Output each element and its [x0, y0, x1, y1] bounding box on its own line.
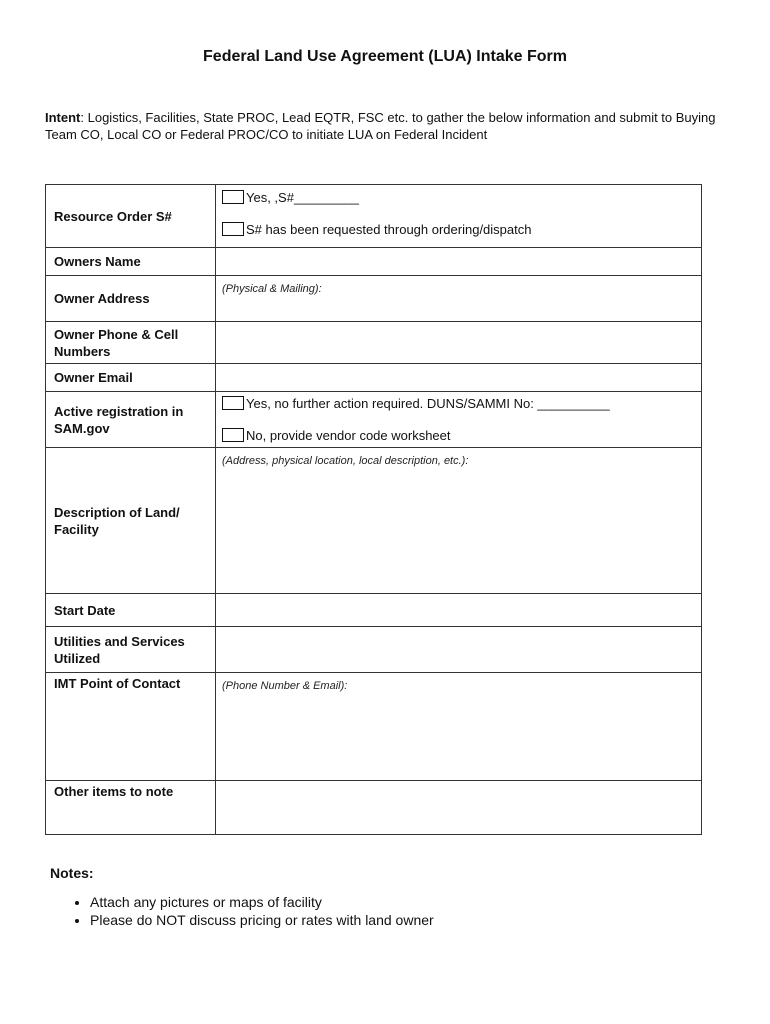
- resource-order-requested-label: S# has been requested through ordering/dispatch: [246, 221, 532, 237]
- owners-name-label: Owners Name: [46, 248, 216, 276]
- resource-order-label: Resource Order S#: [46, 185, 216, 248]
- description-label: Description of Land/ Facility: [46, 448, 216, 594]
- start-date-label: Start Date: [46, 594, 216, 627]
- intake-form-table: [45, 184, 702, 835]
- page-title: Federal Land Use Agreement (LUA) Intake Form: [203, 48, 567, 65]
- owner-address-label: Owner Address: [46, 276, 216, 322]
- resource-order-yes-label: Yes, ,S#_________: [246, 189, 360, 205]
- sam-no-option[interactable]: [222, 426, 693, 444]
- note-item: • Attach any pictures or maps of facility: [90, 893, 434, 911]
- other-items-label: Other items to note: [46, 781, 216, 835]
- resource-order-yes-checkbox[interactable]: [222, 190, 244, 204]
- resource-order-options: [216, 185, 702, 248]
- row-start-date: [46, 594, 702, 627]
- resource-order-requested-option[interactable]: [222, 220, 693, 238]
- row-utilities: [46, 627, 702, 673]
- notes-list: [50, 893, 434, 929]
- imt-contact-field[interactable]: [216, 673, 702, 781]
- row-description: [46, 448, 702, 594]
- sam-no-checkbox[interactable]: [222, 428, 244, 442]
- sam-yes-checkbox[interactable]: [222, 396, 244, 410]
- start-date-field[interactable]: [216, 594, 702, 627]
- sam-yes-option[interactable]: [222, 394, 693, 412]
- row-owner-email: [46, 364, 702, 392]
- description-field[interactable]: [216, 448, 702, 594]
- owner-phone-label: Owner Phone & Cell Numbers: [46, 322, 216, 364]
- notes-heading: Notes:: [50, 865, 94, 881]
- row-owner-phone: [46, 322, 702, 364]
- intent-text: : Logistics, Facilities, State PROC, Lead EQTR, FSC etc. to gather the below information and submit to Buying Team CO, Local CO or Federal PROC/CO to initiate LUA on Federal Incident: [45, 110, 716, 142]
- owner-email-field[interactable]: [216, 364, 702, 392]
- row-imt-contact: [46, 673, 702, 781]
- row-resource-order: [46, 185, 702, 248]
- sam-no-label: No, provide vendor code worksheet: [246, 427, 451, 443]
- intent-label: Intent: [45, 110, 81, 125]
- description-hint: (Address, physical location, local description, etc.):: [222, 455, 469, 467]
- sam-yes-label: Yes, no further action required. DUNS/SAMMI No: __________: [246, 395, 610, 411]
- utilities-label: Utilities and Services Utilized: [46, 627, 216, 673]
- utilities-field[interactable]: [216, 627, 702, 673]
- resource-order-requested-checkbox[interactable]: [222, 222, 244, 236]
- owners-name-field[interactable]: [216, 248, 702, 276]
- owner-email-label: Owner Email: [46, 364, 216, 392]
- owner-phone-field[interactable]: [216, 322, 702, 364]
- intent-paragraph: [45, 109, 735, 143]
- imt-contact-hint: (Phone Number & Email):: [222, 680, 348, 692]
- row-sam-registration: [46, 392, 702, 448]
- owner-address-hint: (Physical & Mailing):: [222, 283, 322, 295]
- row-owners-name: [46, 248, 702, 276]
- row-other-items: [46, 781, 702, 835]
- sam-registration-label: Active registration in SAM.gov: [46, 392, 216, 448]
- resource-order-yes-option[interactable]: [222, 188, 693, 206]
- owner-address-field[interactable]: [216, 276, 702, 322]
- sam-registration-options: [216, 392, 702, 448]
- other-items-field[interactable]: [216, 781, 702, 835]
- row-owner-address: [46, 276, 702, 322]
- imt-contact-label: IMT Point of Contact: [46, 673, 216, 781]
- note-item: • Please do NOT discuss pricing or rates with land owner: [90, 911, 434, 929]
